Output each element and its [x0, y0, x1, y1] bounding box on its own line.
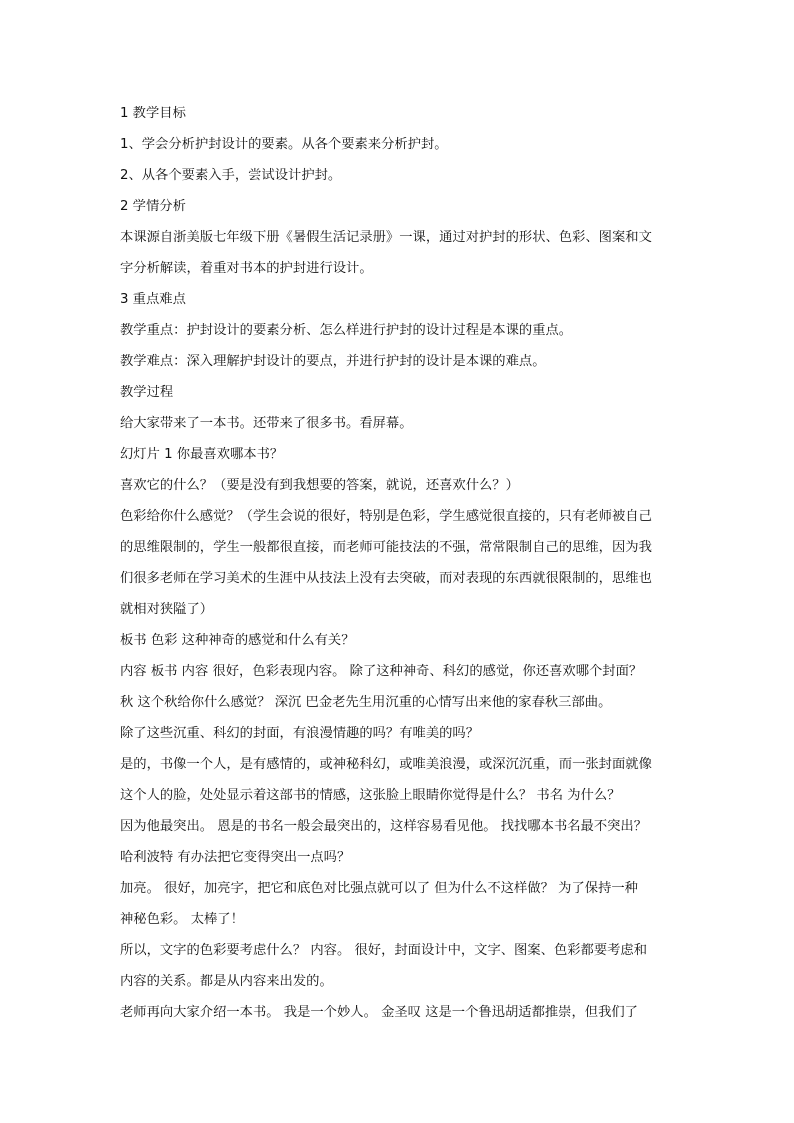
heading-teaching-goals: 1 教学目标 — [120, 106, 186, 121]
paragraph-line: 所以，文字的色彩要考虑什么？ 内容。 很好，封面设计中，文字、图案、色彩都要考虑和 — [120, 943, 648, 958]
paragraph-line: 除了这些沉重、科幻的封面，有浪漫情趣的吗？有唯美的吗？ — [120, 726, 480, 741]
paragraph-line: 给大家带来了一本书。还带来了很多书。看屏幕。 — [120, 416, 413, 431]
paragraph-line: 老师再向大家介绍一本书。 我是一个妙人。 金圣叹 这是一个鲁迅胡适都推崇，但我们了 — [120, 1005, 638, 1020]
paragraph-line: 哈利波特 有办法把它变得突出一点吗？ — [120, 850, 351, 865]
paragraph-line: 是的，书像一个人，是有感情的，或神秘科幻，或唯美浪漫，或深沉沉重，而一张封面就像 — [120, 757, 652, 772]
paragraph-line: 就相对狭隘了） — [120, 602, 214, 617]
paragraph-line: 教学难点：深入理解护封设计的要点，并进行护封的设计是本课的难点。 — [120, 354, 546, 369]
paragraph-line: 2、从各个要素入手，尝试设计护封。 — [120, 168, 342, 183]
document-body — [120, 98, 678, 1028]
paragraph-line: 内容 板书 内容 很好，色彩表现内容。 除了这种神奇、科幻的感觉，你还喜欢哪个封面？ — [120, 664, 643, 679]
paragraph-line: 神秘色彩。 太棒了！ — [120, 912, 244, 927]
paragraph-line: 色彩给你什么感觉？（学生会说的很好，特别是色彩，学生感觉很直接的，只有老师被自己 — [120, 509, 652, 524]
paragraph-line: 内容的关系。都是从内容来出发的。 — [120, 974, 333, 989]
paragraph-line: 加亮。 很好，加亮字，把它和底色对比强点就可以了 但为什么不这样做？ 为了保持一种 — [120, 881, 638, 896]
heading-student-analysis: 2 学情分析 — [120, 199, 186, 214]
paragraph-line: 本课源自浙美版七年级下册《暑假生活记录册》一课，通过对护封的形状、色彩、图案和文 — [120, 230, 652, 245]
paragraph-line: 秋 这个秋给你什么感觉？ 深沉 巴金老先生用沉重的心情写出来他的家春秋三部曲。 — [120, 695, 612, 710]
paragraph-line: 们很多老师在学习美术的生涯中从技法上没有去突破，而对表现的东西就很限制的，思维也 — [120, 571, 652, 586]
heading-teaching-process: 教学过程 — [120, 385, 174, 400]
paragraph-line: 因为他最突出。 恩是的书名一般会最突出的，这样容易看见他。 找找哪本书名最不突出？ — [120, 819, 648, 834]
paragraph-line: 1、学会分析护封设计的要素。从各个要素来分析护封。 — [120, 137, 448, 152]
paragraph-line: 的思维限制的，学生一般都很直接，而老师可能技法的不强，常常限制自己的思维，因为我 — [120, 540, 652, 555]
paragraph-line: 教学重点：护封设计的要素分析、怎么样进行护封的设计过程是本课的重点。 — [120, 323, 573, 338]
heading-key-points: 3 重点难点 — [120, 292, 186, 307]
paragraph-line: 喜欢它的什么？（要是没有到我想要的答案，就说，还喜欢什么？） — [120, 478, 519, 493]
paragraph-line: 幻灯片 1 你最喜欢哪本书？ — [120, 447, 284, 462]
paragraph-line: 字分析解读，着重对书本的护封进行设计。 — [120, 261, 373, 276]
paragraph-line: 这个人的脸，处处显示着这部书的情感，这张脸上眼睛你觉得是什么？ 书名 为什么？ — [120, 788, 621, 803]
paragraph-line: 板书 色彩 这种神奇的感觉和什么有关？ — [120, 633, 355, 648]
